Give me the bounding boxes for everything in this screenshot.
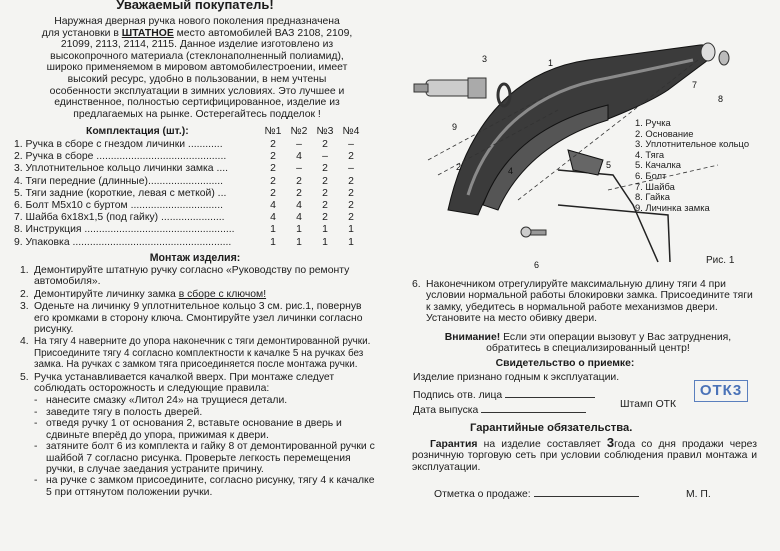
intro-line: единственное, полностью сертифицированное, изделие из: [54, 97, 340, 109]
mount-steps: [20, 265, 378, 498]
kit-cell: 1: [348, 224, 354, 236]
kit-row: [14, 163, 386, 175]
callout-label: 8: [718, 94, 724, 104]
kit-row-label: 4. Тяги передние (длинные)..........................: [14, 175, 224, 187]
kit-cell: 2: [270, 151, 276, 163]
kit-row: [14, 212, 386, 224]
step-2: 2. Демонтируйте личинку замка в сборе с ключом!: [20, 288, 267, 300]
substep: - отведя ручку 1 от основания 2, вставьте основание в дверь и сдвиньте вперёд до упора, прижимая к двери.: [34, 418, 342, 441]
kit-cell: 1: [270, 236, 276, 248]
nut-part: [719, 51, 729, 65]
intro-line: 21099, 2113, 2114, 2115. Данное изделие изготовлено из: [60, 39, 334, 51]
kit-cell: 4: [296, 212, 302, 224]
kit-row: [14, 176, 386, 188]
substep: - затяните болт 6 из комплекта и гайку 8 от демонтированной ручки с шайбой 7 согласно рисунка. Проверьте легкость перемещения ручки, в случае заедания устраните причину.: [34, 441, 375, 475]
kit-cell: 2: [322, 139, 328, 150]
kit-cell: –: [322, 151, 328, 163]
legend-item: 8. Гайка: [635, 191, 670, 203]
warranty-title: Гарантийные обязательства.: [470, 422, 633, 434]
intro-line: высокий ресурс, удобно в пользовании, в нем учтены: [67, 73, 327, 85]
kit-cell: 2: [270, 187, 276, 199]
kit-col-4: №4: [342, 126, 360, 137]
step-4: 4. На тягу 4 наверните до упора наконечник с тяги демонтированной ручки. Присоедините тягу 4 согласно комплектности к качалке 5 на ручках без замка. На ручках с замком тяга присоединяется после монтажа ручки.: [20, 336, 371, 371]
kit-col-2: №2: [290, 126, 308, 137]
page-title: Уважаемый покупатель!: [116, 0, 274, 12]
kit-cell: –: [348, 163, 354, 175]
kit-row: [14, 224, 386, 236]
kit-cell: 2: [348, 212, 354, 224]
kit-cell: 1: [322, 224, 328, 236]
kit-cell: 2: [348, 187, 354, 199]
kit-row-label: 1. Ручка в сборе с гнездом личинки ............: [14, 139, 223, 150]
kit-row-label: 3. Уплотнительное кольцо личинки замка ....: [14, 163, 229, 175]
legend-item: 9. Личинка замка: [635, 201, 710, 213]
figure-caption: Рис. 1: [706, 255, 735, 266]
kit-cell: –: [348, 139, 354, 150]
callout-label: 1: [548, 58, 554, 68]
kit-cell: 2: [322, 187, 328, 199]
qc-stamp-label: Штамп ОТК: [620, 399, 677, 410]
intro-paragraph: [22, 16, 372, 120]
kit-cell: 2: [322, 212, 328, 224]
kit-cell: 1: [296, 236, 302, 248]
kit-cell: 4: [270, 200, 276, 211]
callout-label: 9: [452, 122, 458, 132]
mount-title: Монтаж изделия:: [149, 252, 241, 264]
kit-row-label: 8. Инструкция ....................................................: [14, 224, 235, 236]
callout-label: 4: [508, 166, 514, 176]
step-3: 3. Оденьте на личинку 9 уплотнительное кольцо 3 см. рис.1, повернув его кромками в сторону ключа. Смонтируйте узел личинки согласно рисунку.: [20, 301, 363, 336]
intro-emphasis: ШТАТНОЕ: [121, 27, 174, 39]
substep: - заведите тягу в полость дверей.: [34, 406, 203, 418]
kit-cell: 2: [270, 163, 276, 175]
kit-row-label: 7. Шайба 6х18х1,5 (под гайку) ......................: [14, 212, 225, 224]
kit-cell: 2: [322, 163, 328, 175]
kit-row: [14, 139, 386, 151]
kit-cell: 2: [348, 175, 354, 187]
attention-note: Внимание! Если эти операции вызовут у Вас затруднения, обратитесь в специализированный центр!: [444, 332, 732, 355]
bolt-part: [521, 227, 546, 237]
kit-row: [14, 237, 386, 249]
substep: - на ручке с замком присоедините, согласно рисунку, тягу 4 к качалке 5 при оттянутом положении ручки.: [34, 475, 375, 498]
kit-row: [14, 151, 386, 163]
legend-item: 2. Основание: [635, 127, 694, 139]
signature-field: Подпись отв. лица: [413, 390, 595, 401]
intro-line: широко применяемом в мировом автомобилестроении, имеет: [46, 62, 348, 74]
kit-cell: 1: [322, 236, 328, 248]
kit-cell: 2: [296, 187, 302, 199]
kit-row: [14, 200, 386, 212]
kit-cell: 4: [296, 151, 302, 163]
seal-place: М. П.: [686, 489, 711, 500]
kit-cell: –: [296, 139, 302, 150]
kit-cell: –: [296, 163, 302, 175]
kit-cell: 1: [348, 236, 354, 248]
kit-col-3: №3: [316, 126, 334, 137]
kit-row-label: 5. Тяги задние (короткие, левая с меткой) ...: [14, 187, 227, 199]
kit-cell: 1: [296, 224, 302, 236]
kit-row-label: 6. Болт М5х10 с буртом ................................: [14, 200, 223, 211]
callout-label: 3: [482, 54, 488, 64]
callout-label: 2: [456, 162, 462, 172]
kit-cell: 2: [348, 200, 354, 211]
kit-cell: 4: [270, 212, 276, 224]
callout-label: 5: [606, 160, 612, 170]
release-date-field: Дата выпуска: [413, 405, 586, 416]
washer-part: [701, 43, 715, 61]
callout-label: 6: [534, 260, 540, 270]
acceptance-title: Свидетельство о приемке:: [495, 358, 635, 369]
intro-line: для установки в ШТАТНОЕ место автомобилей ВАЗ 2108, 2109,: [41, 27, 353, 39]
kit-cell: 2: [270, 139, 276, 150]
intro-line: высокопрочного материала (стеклонаполненный полиамид),: [50, 50, 344, 62]
legend-item: 3. Уплотнительное кольцо: [635, 138, 750, 150]
legend-item: 5. Качалка: [635, 159, 681, 171]
lock-cylinder-part: [414, 78, 486, 98]
qc-stamp: ОТК3: [694, 380, 748, 402]
sale-mark-field: Отметка о продаже:: [434, 489, 639, 500]
kit-cell: 4: [296, 200, 302, 211]
kit-col-1: №1: [264, 126, 282, 137]
kit-cell: 2: [348, 151, 354, 163]
kit-row-label: 9. Упаковка .......................................................: [14, 236, 232, 248]
rod-part: [558, 205, 670, 262]
kit-title: Комплектация (шт.):: [86, 126, 189, 137]
legend-item: 1. Ручка: [635, 117, 671, 128]
intro-line: особенности эксплуатации в зимних условиях. Это лучшее и: [49, 85, 345, 97]
warranty-text: Гарантия на изделие составляет 3года со дня продажи через розничную торговую сеть при условии соблюдения правил монтажа и эксплуатации.: [412, 435, 757, 473]
acceptance-line: Изделие признано годным к эксплуатации.: [413, 372, 620, 383]
step-5: 5. Ручка устанавливается качалкой вверх. При монтаже следует соблюдать осторожность и следующие правила:: [20, 371, 335, 395]
step-6: 6. Наконечником отрегулируйте максимальную длину тяги 4 при условии нормальной работы блокировки замка. Присоедините тяги к замку, убедитесь в нормальной работе механизмов двери. Установите на место обивку двери.: [412, 279, 753, 325]
kit-cell: 2: [322, 200, 328, 211]
kit-row: [14, 188, 386, 200]
substep: - нанесите смазку «Литол 24» на трущиеся детали.: [34, 395, 288, 407]
kit-cell: 2: [296, 175, 302, 187]
legend-item: 7. Шайба: [635, 180, 675, 192]
kit-cell: 2: [322, 175, 328, 187]
parts-legend: [635, 118, 749, 213]
legend-item: 6. Болт: [635, 169, 667, 181]
kit-row-label: 2. Ручка в сборе .............................................: [14, 151, 227, 163]
step-1: 1. Демонтируйте штатную ручку согласно «Руководству по ремонту автомобиля».: [20, 265, 350, 288]
kit-cell: 2: [270, 175, 276, 187]
legend-item: 4. Тяга: [635, 148, 665, 160]
intro-line: предлагаемых на рынке. Остерегайтесь подделок !: [73, 108, 321, 120]
kit-cell: 1: [270, 224, 276, 236]
intro-line: Наружная дверная ручка нового поколения предназначена: [54, 16, 340, 27]
callout-label: 7: [692, 80, 698, 90]
